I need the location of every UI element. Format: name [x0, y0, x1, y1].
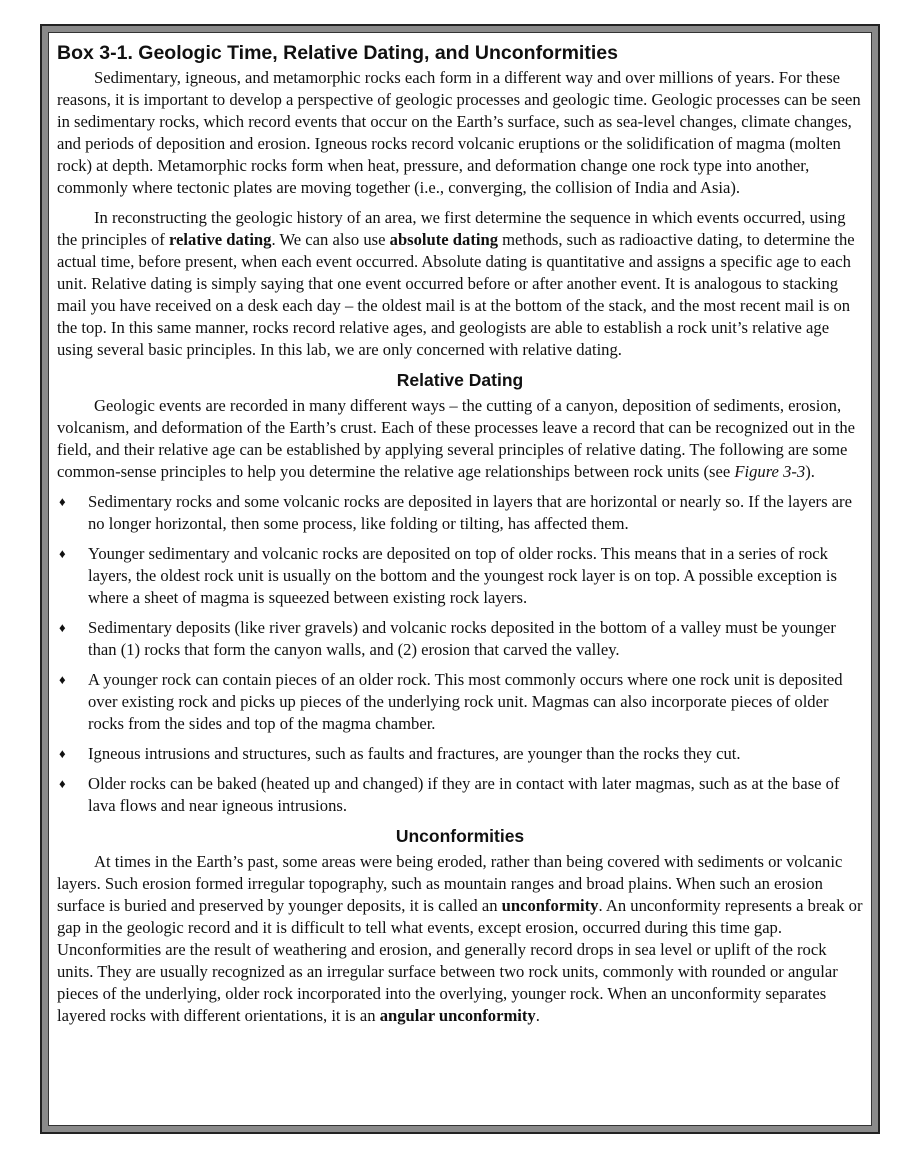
text-span: . We can also use — [271, 230, 390, 249]
principles-list — [57, 491, 863, 817]
diamond-bullet-icon: ♦ — [59, 776, 66, 791]
list-item — [57, 617, 863, 661]
diamond-bullet-icon: ♦ — [59, 672, 66, 687]
term-unconformity: unconformity — [501, 896, 599, 915]
diamond-bullet-icon: ♦ — [59, 546, 66, 561]
text-box — [48, 32, 872, 1126]
text-box-frame — [40, 24, 880, 1134]
intro-paragraph-1: Sedimentary, igneous, and metamorphic rocks each form in a different way and over millions of years. For these reasons, it is important to develop a perspective of geologic processes and geologic time. Geologic processes can be seen in sedimentary rocks, which record events that occur on the Earth’s surface, such as sea-level changes, climate changes, and periods of deposition and erosion. Igneous rocks record volcanic eruptions or the solidification of magma (molten rock) at depth. Metamorphic rocks form when heat, pressure, and deformation change one rock type into another, commonly where tectonic plates are moving together (i.e., converging, the collision of India and Asia). — [57, 68, 861, 197]
heading-unconformities: Unconformities — [395, 826, 525, 846]
text-span: ). — [805, 462, 815, 481]
relative-dating-paragraph — [57, 395, 863, 483]
unconformities-paragraph — [57, 851, 863, 1027]
figure-reference: Figure 3-3 — [734, 462, 806, 481]
text-span: . An unconformity represents a break or gap in the geologic record and it is difficult to tell what events, except erosion, occurred during this time gap. Unconformities are the result of weathering and erosion, and generally record drops in sea level or uplift of the rock units. They are usually recognized as an irregular surface between two rock units, commonly with rounded or angular pieces of the underlying, older rock incorporated into the overlying, younger rock. When an unconformity separates layered rocks with different orientations, it is an — [57, 896, 863, 1025]
heading-relative-dating: Relative Dating — [396, 370, 524, 390]
intro-paragraph-2 — [57, 207, 863, 361]
list-item-text: Younger sedimentary and volcanic rocks are deposited on top of older rocks. This means that in a series of rock layers, the oldest rock unit is usually on the bottom and the youngest rock layer is on top. A possible exception is where a sheet of magma is squeezed between existing rock layers. — [88, 544, 837, 607]
text-span: . — [535, 1006, 540, 1025]
list-item — [57, 669, 863, 735]
list-item-text: Igneous intrusions and structures, such as faults and fractures, are younger than the rocks they cut. — [88, 744, 741, 763]
diamond-bullet-icon: ♦ — [59, 494, 66, 509]
term-relative-dating: relative dating — [168, 230, 272, 249]
text-span: At times in the Earth’s past, some areas were being eroded, rather than being covered with sediments or volcanic layers. Such erosion formed irregular topography, such as mountain ranges and broad plains. When such an erosion surface is buried and preserved by younger deposits, it is called an — [57, 852, 843, 915]
list-item-text: Sedimentary deposits (like river gravels) and volcanic rocks deposited in the bottom of a valley must be younger than (1) rocks that form the canyon walls, and (2) erosion that carved the valley. — [88, 618, 836, 659]
list-item — [57, 543, 863, 609]
text-span: In reconstructing the geologic history of an area, we first determine the sequence in which events occurred, using the principles of — [57, 208, 846, 249]
list-item-text: A younger rock can contain pieces of an older rock. This most commonly occurs where one rock unit is deposited over existing rock and picks up pieces of the underlying rock unit. Magmas can also incorporate pieces of older rocks from the sides and top of the magma chamber. — [88, 670, 843, 733]
list-item — [57, 491, 863, 535]
diamond-bullet-icon: ♦ — [59, 620, 66, 635]
list-item-text: Older rocks can be baked (heated up and changed) if they are in contact with later magmas, such as at the base of lava flows and near igneous intrusions. — [88, 774, 840, 815]
term-angular-unconformity: angular unconformity — [379, 1006, 536, 1025]
list-item-text: Sedimentary rocks and some volcanic rocks are deposited in layers that are horizontal or nearly so. If the layers are no longer horizontal, then some process, like folding or tilting, has affected them. — [88, 492, 852, 533]
list-item — [57, 773, 863, 817]
term-absolute-dating: absolute dating — [389, 230, 498, 249]
box-title: Box 3-1. Geologic Time, Relative Dating, and Unconformities — [57, 42, 618, 64]
diamond-bullet-icon: ♦ — [59, 746, 66, 761]
text-span: Geologic events are recorded in many different ways – the cutting of a canyon, deposition of sediments, erosion, volcanism, and deformation of the Earth’s crust. Each of these processes leave a record that can be recognized out in the field, and their relative age can be established by applying several principles of relative dating. The following are some common-sense principles to help you determine the relative age relationships between rock units (see — [57, 396, 856, 481]
list-item — [57, 743, 863, 765]
text-span: methods, such as radioactive dating, to determine the actual time, before present, when each event occurred. Absolute dating is quantitative and assigns a specific age to each unit. Relative dating is simply saying that one event occurred before or after another event. It is analogous to stacking mail you have received on a desk each day – the oldest mail is at the bottom of the stack, and the most recent mail is on the top. In this same manner, rocks record relative ages, and geologists are able to establish a rock unit’s relative age using several basic principles. In this lab, we are only concerned with relative dating. — [57, 230, 855, 359]
